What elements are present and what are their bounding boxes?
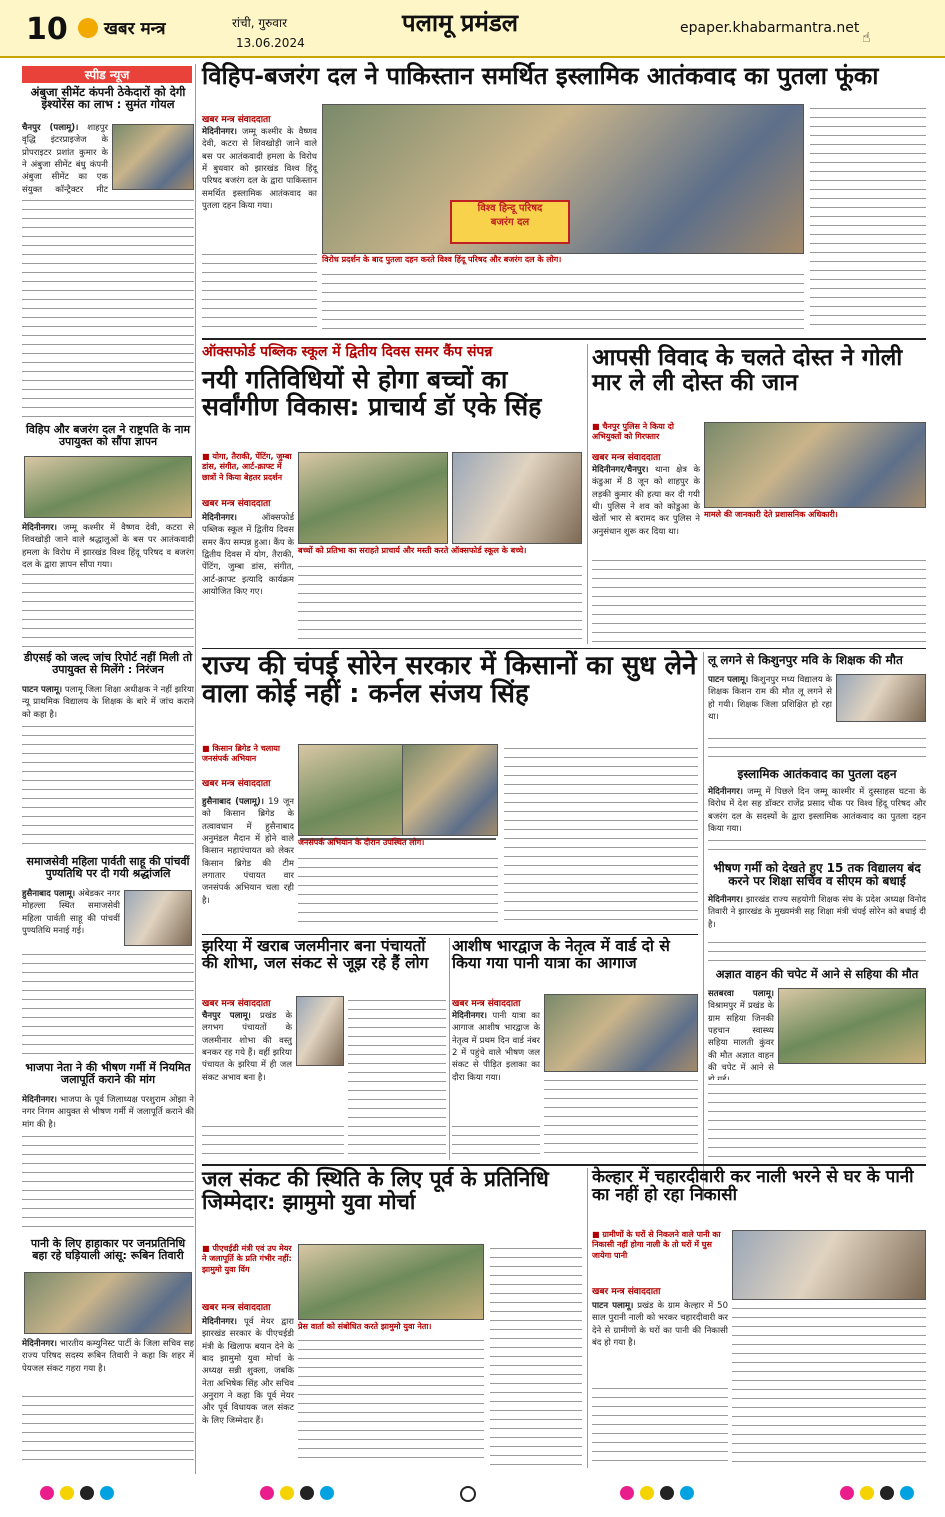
jharia-byline: खबर मन्त्र संवाददाता <box>202 999 271 1009</box>
stray-death-text-block <box>708 1080 926 1160</box>
column-divider <box>703 652 704 1200</box>
speed-news-body: मेदिनीनगर। भाजपा के पूर्व जिलाध्यक्ष परशुराम ओझा ने नगर निगम आयुक्त से भीषण गर्मी में जलापूर्ति कराने की मांग की है। <box>22 1095 195 1130</box>
jharia-photo <box>296 996 344 1066</box>
stray-death-photo <box>778 988 926 1064</box>
water-crisis-text-block <box>490 1244 582 1466</box>
jharia-body: चैनपुर पलामू। प्रखंड के लगभग पंचायतों के जलमीनार शोभा की वस्तु बनकर रह गये हैं। वहीं झरिया पंचायत के झरिया में ही जल संकट अभाव बना है। <box>202 1011 292 1083</box>
oxford-photo-principal <box>298 452 448 544</box>
speed-news-text-block <box>22 722 194 852</box>
ashish-headline[interactable]: आशीष भारद्वाज के नेतृत्व में वार्ड दो से किया गया पानी यात्रा का आगाज <box>452 937 670 972</box>
friend-shot-byline: खबर मन्त्र संवाददाता <box>592 453 661 463</box>
jharia-text-block <box>202 1122 344 1156</box>
oxford-text-block <box>298 562 582 644</box>
lead-photo-caption: विरोध प्रदर्शन के बाद पुतला दहन करते विश्व हिंदू परिषद और बजरंग दल के लोग। <box>322 255 562 264</box>
print-registration-marks <box>20 1478 925 1508</box>
water-crisis-byline: खबर मन्त्र संवाददाता <box>202 1303 271 1313</box>
jharia-headline[interactable]: झरिया में खराब जलमीनार बना पंचायतों की शोभा, जल संकट से जूझ रहे हैं लोग <box>202 937 429 972</box>
jharia-text-block <box>348 996 446 1156</box>
speed-news-photo <box>124 890 192 946</box>
kelhar-text-block <box>732 1304 926 1466</box>
registration-dot <box>80 1486 94 1500</box>
teacher-death-photo <box>836 674 926 722</box>
heat-schools-text-block <box>708 938 926 964</box>
friend-shot-kicker: ■ चैनपुर पुलिस ने किया दो अभियुक्तों को गिरफ्तार <box>592 422 674 442</box>
islamic-effigy-text-block <box>708 836 926 858</box>
stray-death-body: सतबरवा पलामू। विश्रामपुर में प्रखंड के ग्राम सहिया जिनकी पहचान स्वास्थ्य सहिया मालती कुंवर की मौत अज्ञात वाहन की चपेट में आने से <box>708 989 774 1073</box>
friend-shot-photo <box>704 422 926 508</box>
friend-shot-body: मेदिनीनगर/चैनपुर। थाना क्षेत्र के कंडुआ में 8 जून को शाहपुर के लड़की कुमार की हत्या कर दी गयी थी। पुलिस ने शव को कोडुआ के खेतों भार से बरामद कर पुलिस ने अनुसंधान शुरू कर दिया था। <box>592 465 700 537</box>
stray-death-headline[interactable]: अज्ञात वाहन की चपेट में आने से सहिया की मौत <box>715 967 919 981</box>
speed-news-body: पाटन पलामू। पलामू जिला शिक्षा अधीक्षक ने नहीं झरिया न्यू प्राथमिक विद्यालय के शिक्षक के बारे में जांच कराने को कहा है। <box>22 685 194 720</box>
lead-headline[interactable]: विहिप-बजरंग दल ने पाकिस्तान समर्थित इस्लामिक आतंकवाद का पुतला फूंका <box>202 62 879 90</box>
registration-dot <box>40 1486 54 1500</box>
champai-text-block <box>504 744 698 928</box>
ashish-text-block <box>544 1076 698 1156</box>
column-divider <box>449 938 450 1160</box>
logo[interactable] <box>78 16 228 42</box>
speed-news-headline[interactable]: भाजपा नेता ने की भीषण गर्मी में नियमित जलापूर्ति कराने की मांग <box>25 1061 191 1086</box>
lead-text-block <box>202 250 317 332</box>
water-crisis-kicker: ■ पीएचईडी मंत्री एवं उप मेयर ने जलापूर्ति के प्रति गंभीर नहीं: झामुमो युवा विंग <box>202 1244 292 1274</box>
ashish-body: मेदिनीनगर। पानी यात्रा का आगाज आशीष भारद्वाज के नेतृत्व में प्रथम दिन वार्ड नंबर 2 में पहुंचे वाले भीषण जल संकट से पीड़ित इलाका का दौरा किया गया। <box>452 1011 541 1083</box>
pointer-icon: ☝ <box>862 30 871 46</box>
champai-body: हुसैनाबाद (पलामू)। 19 जून को किसान ब्रिगेड के तत्वावधान में हुसैनाबाद अनुमंडल मैदान में होने वाले किसान महापंचायत को लेकर किसान ब्रिगेड की टीम लगातार पंचायत वार जनसंपर्क अभियान चला रही है। <box>202 797 294 906</box>
registration-dot <box>900 1486 914 1500</box>
kelhar-headline[interactable]: केल्हार में चहारदीवारी कर नाली भरने से घर के पानी का नहीं हो रहा निकासी <box>592 1167 914 1206</box>
water-crisis-headline[interactable]: जल संकट की स्थिति के लिए पूर्व के प्रतिनिधि जिम्मेदार: झामुमो युवा मोर्चा <box>202 1167 549 1214</box>
oxford-body: मेदिनीनगर। ऑक्सफोर्ड पब्लिक स्कूल में द्वितीय दिवस समर कैंप सम्पन्न हुआ। कैंप के द्वितीय दिवस में योग, तैराकी, पेंटिंग, जुम्बा डांस, संगीत, आर्ट-क्राफ्ट इत्यादि कार्यक्रम आयोजित किए गए। <box>202 513 294 597</box>
speed-news-photo <box>112 124 194 190</box>
column-divider <box>587 344 588 644</box>
kelhar-kicker: ■ ग्रामीणों के घरों से निकलने वाले पानी का निकासी नहीं होगा नाली के तो घरों में घुस जायेगा पानी <box>592 1230 721 1260</box>
logo-icon <box>78 18 98 38</box>
section-divider <box>202 1164 926 1166</box>
speed-news-body: चैनपुर (पलामू)। शाहपुर वृद्धि इंटरप्राइजेज के प्रोपराइटर प्रशांत कुमार के ने अंबुजा सीमेंट बंधु कंपनी अंबुजा सीमेंट का एक संयुक्त कॉन्ट्रैक्टर मीट <box>22 123 109 195</box>
speed-news-text-block <box>22 950 194 1058</box>
registration-dot <box>660 1486 674 1500</box>
section-title: पलामू प्रमंडल <box>402 9 518 37</box>
speed-news-text-block <box>22 1392 194 1468</box>
registration-dot <box>320 1486 334 1500</box>
water-crisis-text-block <box>298 1336 484 1466</box>
speed-news-headline[interactable]: समाजसेवी महिला पार्वती साहू की पांचवीं पुण्यतिथि पर दी गयी श्रद्धांजलि <box>26 855 190 880</box>
registration-dot <box>840 1486 854 1500</box>
issue-date: 13.06.2024 <box>236 36 305 50</box>
logo-text: खबर मन्त्र <box>104 19 166 39</box>
crosshair-icon <box>460 1486 476 1502</box>
registration-dot <box>620 1486 634 1500</box>
speed-news-body: हुसैनाबाद पलामू। अंबेडकर नगर मोहल्ला स्थित समाजसेवी महिला पार्वती साहू की पांचवीं पुण्यतिथि मनाई गई। <box>22 889 120 936</box>
heat-schools-headline[interactable]: भीषण गर्मी को देखते हुए 15 तक विद्यालय बंद करने पर शिक्षा सचिव व सीएम को बधाई <box>713 861 921 888</box>
friend-shot-caption: मामले की जानकारी देते प्रशासनिक अधिकारी। <box>704 510 838 519</box>
registration-dot <box>860 1486 874 1500</box>
oxford-kicker: ऑक्सफोर्ड पब्लिक स्कूल में द्वितीय दिवस समर कैंप संपन्न <box>202 344 493 360</box>
speed-news-headline[interactable]: अंबुजा सीमेंट कंपनी ठेकेदारों को देगी इंश्योरेंस का लाभ : सुमंत गोयल <box>30 85 186 112</box>
registration-dot <box>680 1486 694 1500</box>
registration-dot <box>880 1486 894 1500</box>
section-divider <box>202 934 698 935</box>
lead-text-block <box>810 104 926 332</box>
registration-dot <box>60 1486 74 1500</box>
speed-news-photo <box>24 1272 192 1334</box>
speed-news-label: स्पीड न्यूज <box>22 66 192 83</box>
column-divider <box>587 1168 588 1468</box>
champai-byline: खबर मन्त्र संवाददाता <box>202 779 271 789</box>
teacher-death-headline[interactable]: लू लगने से किशुनपुर मवि के शिक्षक की मौत <box>708 653 903 667</box>
lead-text-block <box>322 270 804 332</box>
speed-news-headline[interactable]: डीएसई को जल्द जांच रिपोर्ट नहीं मिली तो उपायुक्त से मिलेंगे : निरंजन <box>23 651 193 676</box>
ashish-byline: खबर मन्त्र संवाददाता <box>452 999 521 1009</box>
registration-dot <box>300 1486 314 1500</box>
speed-news-text-block <box>22 570 194 648</box>
lead-body: मेदिनीनगर। जम्मू कश्मीर के वैष्णव देवी, कटरा से शिवखोड़ी जाने वाले बस पर आतंकवादी हमला के विरोध में बुधवार को झारखंड विश्व हिंदू परिषद बजरंग दल के द्वारा पाकिस्तान समर्थित इस्लामिक आतंकवाद का पुतला दहन किया गया। <box>202 127 317 211</box>
registration-dot <box>260 1486 274 1500</box>
champai-photo-2 <box>402 744 498 836</box>
teacher-death-body: पाटन पलामू। किशुनपुर मध्य विद्यालय के शिक्षक किशन राम की मौत लू लगने से हो गयी। शिक्षक जिला प्रशिक्षित हो रहा था। <box>708 675 832 722</box>
oxford-photo-caption: बच्चों को प्रतिभा का सराहते प्राचार्य और मस्ती करते ऑक्सफोर्ड स्कूल के बच्चे। <box>298 546 527 555</box>
teacher-death-text-block <box>708 734 926 764</box>
speed-news-text-block <box>22 196 194 418</box>
water-crisis-body: मेदिनीनगर। पूर्व मेयर द्वारा झारखंड सरकार के पीएचईडी मंत्री के खिलाफ बयान देने के बाद झामुमो युवा मोर्चा के अध्यक्ष सन्नी शुक्ला, जबकि नेता अभिषेक सिंह और सचिव अनुराग ने कहा कि पूर्व मेयर और पूर्व विधायक जल संकट के लिए जिम्मेदार हैं। <box>202 1317 295 1426</box>
oxford-photo-pool <box>452 452 582 544</box>
speed-news-photo <box>24 456 192 518</box>
oxford-inset-caption: ■ योगा, तैराकी, पेंटिंग, जुम्बा डांस, संगीत, आर्ट-क्राफ्ट में छात्रों ने किया बेहतर प्रदर्शन <box>202 452 292 482</box>
vhp-banner: विश्व हिन्दू परिषद बजरंग दल <box>450 200 570 244</box>
epaper-link[interactable]: epaper.khabarmantra.net <box>680 20 860 36</box>
speed-news-headline[interactable]: विहिप और बजरंग दल ने राष्ट्रपति के नाम उपायुक्त को सौंपा ज्ञापन <box>25 423 191 448</box>
speed-news-headline[interactable]: पानी के लिए हाहाकार पर जनप्रतिनिधि बहा रहे घड़ियाली आंसू: रूबिन तिवारी <box>30 1237 186 1262</box>
islamic-effigy-headline[interactable]: इस्लामिक आतंकवाद का पुतला दहन <box>737 767 897 781</box>
speed-news-body: मेदिनीनगर। भारतीय कम्युनिस्ट पार्टी के जिला सचिव सह राज्य परिषद सदस्य रूबिन तिवारी ने कहा कि शहर में पेयजल संकट गहरा गया है। <box>22 1339 195 1374</box>
heat-schools-body: मेदिनीनगर। झारखंड राज्य सहयोगी शिक्षक संघ के प्रदेश अध्यक्ष विनोद तिवारी ने झारखंड के मुख्यमंत्री सह शिक्षा मंत्री चंपई सोरेन को बधाई दी है। <box>708 895 926 930</box>
speed-news-text-block <box>22 1132 194 1232</box>
registration-dot <box>100 1486 114 1500</box>
page-number: 10 <box>26 12 68 47</box>
kelhar-text-block <box>592 1384 728 1466</box>
champai-headline[interactable]: राज्य की चंपई सोरेन सरकार में किसानों का सुध लेने वाला कोई नहीं : कर्नल संजय सिंह <box>202 651 697 710</box>
kelhar-byline: खबर मन्त्र संवाददाता <box>592 1287 661 1297</box>
friend-shot-headline[interactable]: आपसी विवाद के चलते दोस्त ने गोली मार ले ली दोस्त की जान <box>592 345 903 396</box>
kelhar-photo <box>732 1230 926 1300</box>
champai-kicker: ■ किसान ब्रिगेड ने चलाया जनसंपर्क अभियान <box>202 744 280 764</box>
ashish-text-block <box>452 1122 540 1156</box>
registration-dot <box>280 1486 294 1500</box>
champai-text-block <box>298 854 498 928</box>
champai-photo-caption: जनसंपर्क अभियान के दौरान उपस्थित लोग। <box>298 838 425 847</box>
section-divider <box>202 338 926 340</box>
water-crisis-photo <box>298 1244 484 1320</box>
speed-news-body: मेदिनीनगर। जम्मू कश्मीर में वैष्णव देवी, कटरा से शिवखोड़ी जाने वाले श्रद्धालुओं के बस पर आतंकवादी हमला के विरोध में झारखंड विश्व हिंदू परिषद व बजरंग दल के द्वारा ज्ञापन सौंपा गया। <box>22 523 195 570</box>
column-divider <box>195 64 196 1474</box>
water-crisis-photo-caption: प्रेस वार्ता को संबोधित करते झामुमो युवा नेता। <box>298 1322 432 1331</box>
friend-shot-text-block <box>592 556 926 644</box>
ashish-photo <box>544 994 698 1072</box>
oxford-headline[interactable]: नयी गतिविधियों से होगा बच्चों का सर्वांगीण विकास: प्राचार्य डॉ एके सिंह <box>202 365 542 421</box>
section-divider <box>202 648 926 649</box>
oxford-byline: खबर मन्त्र संवाददाता <box>202 499 271 509</box>
islamic-effigy-body: मेदिनीनगर। जम्मू में पिछले दिन जम्मू काश्मीर में दुस्साहस घटना के विरोध में देश सह डॉक्टर राजेंद्र प्रसाद चौक पर विश्व हिंदू परिषद और बजरंग दल के सदस्यों के द्वारा इस्लामिक आतंकवाद का पुतला दहन किया गया। <box>708 787 926 834</box>
city-day: रांची, गुरुवार <box>232 16 287 30</box>
lead-byline: खबर मन्त्र संवाददाता <box>202 115 271 125</box>
kelhar-body: पाटन पलामू। प्रखंड के ग्राम केल्हार में 50 साल पुरानी नाली को भरकर चहारदीवारी कर देने से ग्रामीणों के घरों का पानी की निकासी बंद हो गया है। <box>592 1301 728 1348</box>
registration-dot <box>640 1486 654 1500</box>
